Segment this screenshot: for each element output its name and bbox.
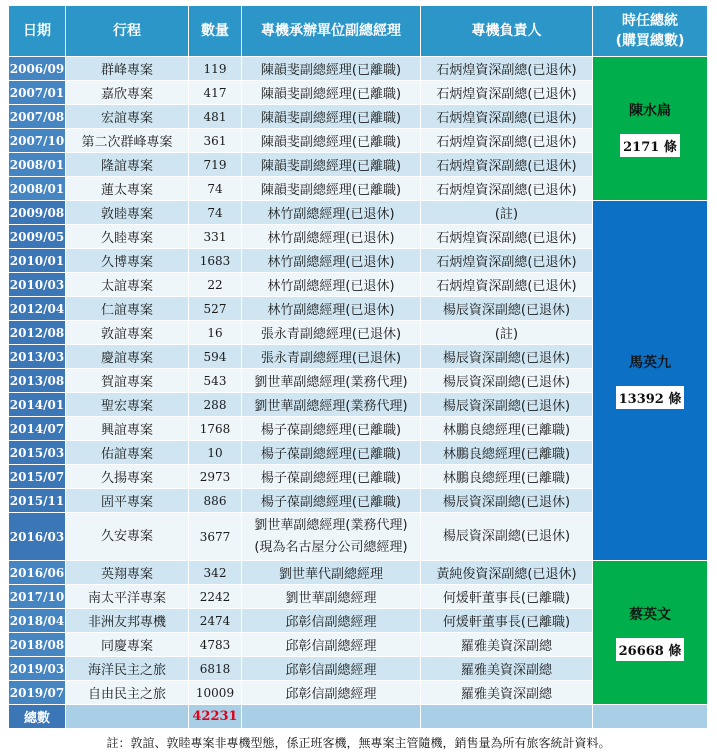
table-row bbox=[9, 561, 708, 585]
row-trip: 久博專案 bbox=[66, 249, 189, 273]
row-qty: 2973 bbox=[189, 465, 242, 489]
president-box bbox=[620, 100, 680, 157]
row-date: 2007/01 bbox=[9, 81, 66, 105]
total-empty bbox=[421, 705, 593, 729]
president-name: 陳水扁 bbox=[629, 103, 671, 119]
president-count: 13392 條 bbox=[616, 386, 685, 409]
row-date: 2014/07 bbox=[9, 417, 66, 441]
row-manager: 楊子葆副總經理(已離職) bbox=[242, 489, 421, 513]
row-qty: 288 bbox=[189, 393, 242, 417]
row-owner: 林鵬良總經理(已離職) bbox=[421, 465, 593, 489]
row-qty: 331 bbox=[189, 225, 242, 249]
president-name: 蔡英文 bbox=[628, 607, 671, 623]
row-date: 2009/05 bbox=[9, 225, 66, 249]
president-box bbox=[616, 604, 685, 661]
row-date: 2012/08 bbox=[9, 321, 66, 345]
total-qty: 42231 bbox=[192, 709, 238, 724]
row-owner: 石炳煌資深副總(已退休) bbox=[421, 249, 593, 273]
row-trip: 海洋民主之旅 bbox=[66, 657, 189, 681]
row-owner: 石炳煌資深副總(已退休) bbox=[421, 153, 593, 177]
row-date: 2016/06 bbox=[9, 561, 66, 585]
row-date: 2013/03 bbox=[9, 345, 66, 369]
row-trip: 嘉欣專案 bbox=[66, 81, 189, 105]
row-trip: 同慶專案 bbox=[66, 633, 189, 657]
row-manager: 陳韻斐副總經理(已離職) bbox=[242, 57, 421, 81]
row-qty: 481 bbox=[189, 105, 242, 129]
row-qty: 10009 bbox=[189, 681, 242, 705]
total-qty-cell bbox=[189, 705, 242, 729]
header-date: 日期 bbox=[9, 6, 66, 57]
row-owner: (註) bbox=[421, 201, 593, 225]
header-manager: 專機承辦單位副總經理 bbox=[242, 6, 421, 57]
row-qty: 22 bbox=[189, 273, 242, 297]
total-empty bbox=[66, 705, 189, 729]
row-owner: 石炳煌資深副總(已退休) bbox=[421, 105, 593, 129]
table-row bbox=[9, 201, 708, 225]
row-manager: 陳韻斐副總經理(已離職) bbox=[242, 105, 421, 129]
row-qty: 342 bbox=[189, 561, 242, 585]
president-cell bbox=[593, 561, 708, 705]
row-owner: 羅雅美資深副總 bbox=[421, 657, 593, 681]
header-row bbox=[9, 6, 708, 57]
row-qty: 16 bbox=[189, 321, 242, 345]
row-trip: 蓮太專案 bbox=[66, 177, 189, 201]
row-trip: 敦誼專案 bbox=[66, 321, 189, 345]
row-manager: 林竹副總經理(已退休) bbox=[242, 297, 421, 321]
row-owner: 石炳煌資深副總(已退休) bbox=[421, 129, 593, 153]
row-date: 2019/03 bbox=[9, 657, 66, 681]
row-qty: 119 bbox=[189, 57, 242, 81]
row-manager: 陳韻斐副總經理(已離職) bbox=[242, 81, 421, 105]
row-qty: 10 bbox=[189, 441, 242, 465]
row-manager: 劉世華副總經理(業務代理) bbox=[242, 369, 421, 393]
footnote: 註：敦誼、敦睦專案非專機型態，係正班客機，無專案主管隨機，銷售量為所有旅客統計資料。 bbox=[106, 736, 611, 750]
header-qty: 數量 bbox=[189, 6, 242, 57]
row-owner: 羅雅美資深副總 bbox=[421, 681, 593, 705]
row-trip: 敦睦專案 bbox=[66, 201, 189, 225]
president-box bbox=[616, 352, 685, 409]
row-qty: 886 bbox=[189, 489, 242, 513]
row-trip: 興誼專案 bbox=[66, 417, 189, 441]
row-date: 2015/07 bbox=[9, 465, 66, 489]
row-date: 2010/03 bbox=[9, 273, 66, 297]
row-qty: 527 bbox=[189, 297, 242, 321]
row-trip: 聖宏專案 bbox=[66, 393, 189, 417]
row-date: 2008/01 bbox=[9, 153, 66, 177]
row-qty: 2474 bbox=[189, 609, 242, 633]
row-trip: 第二次群峰專案 bbox=[66, 129, 189, 153]
row-trip: 自由民主之旅 bbox=[66, 681, 189, 705]
row-owner: 楊辰資深副總(已退休) bbox=[421, 345, 593, 369]
row-owner: 楊辰資深副總(已退休) bbox=[421, 489, 593, 513]
row-manager: 陳韻斐副總經理(已離職) bbox=[242, 177, 421, 201]
row-qty: 361 bbox=[189, 129, 242, 153]
row-owner: 楊辰資深副總(已退休) bbox=[421, 393, 593, 417]
row-owner: 羅雅美資深副總 bbox=[421, 633, 593, 657]
row-trip: 隆誼專案 bbox=[66, 153, 189, 177]
row-date: 2018/04 bbox=[9, 609, 66, 633]
row-qty: 719 bbox=[189, 153, 242, 177]
row-trip: 久安專案 bbox=[66, 513, 189, 561]
header-president bbox=[593, 6, 708, 57]
row-trip: 固平專案 bbox=[66, 489, 189, 513]
row-qty: 4783 bbox=[189, 633, 242, 657]
row-owner: 何煖軒董事長(已離職) bbox=[421, 609, 593, 633]
row-manager: 陳韻斐副總經理(已離職) bbox=[242, 129, 421, 153]
row-manager: 張永青副總經理(已退休) bbox=[242, 345, 421, 369]
header-president-sub: (購買總數) bbox=[615, 33, 685, 49]
president-count: 26668 條 bbox=[616, 638, 685, 661]
row-owner: 楊辰資深副總(已退休) bbox=[421, 513, 593, 561]
row-manager: 林竹副總經理(已退休) bbox=[242, 201, 421, 225]
row-manager: 劉世華副總經理 bbox=[242, 585, 421, 609]
row-date: 2015/03 bbox=[9, 441, 66, 465]
row-manager-line1: 劉世華副總經理(業務代理) bbox=[254, 517, 408, 533]
row-date: 2013/08 bbox=[9, 369, 66, 393]
row-qty: 6818 bbox=[189, 657, 242, 681]
row-manager: 邱彰信副總經理 bbox=[242, 609, 421, 633]
row-trip: 太誼專案 bbox=[66, 273, 189, 297]
row-qty: 417 bbox=[189, 81, 242, 105]
row-owner: 石炳煌資深副總(已退休) bbox=[421, 225, 593, 249]
row-manager: 林竹副總經理(已退休) bbox=[242, 225, 421, 249]
row-manager: 林竹副總經理(已退休) bbox=[242, 273, 421, 297]
president-name: 馬英九 bbox=[628, 355, 671, 371]
row-owner: 石炳煌資深副總(已退休) bbox=[421, 57, 593, 81]
header-trip: 行程 bbox=[66, 6, 189, 57]
row-owner: (註) bbox=[421, 321, 593, 345]
row-date: 2016/03 bbox=[9, 513, 66, 561]
total-label: 總數 bbox=[9, 705, 66, 729]
row-trip: 英翔專案 bbox=[66, 561, 189, 585]
row-trip: 久睦專案 bbox=[66, 225, 189, 249]
row-date: 2015/11 bbox=[9, 489, 66, 513]
header-owner: 專機負責人 bbox=[421, 6, 593, 57]
president-cell bbox=[593, 201, 708, 561]
row-qty: 1683 bbox=[189, 249, 242, 273]
row-manager: 林竹副總經理(已退休) bbox=[242, 249, 421, 273]
row-trip: 宏誼專案 bbox=[66, 105, 189, 129]
total-empty bbox=[593, 705, 708, 729]
row-trip: 賀誼專案 bbox=[66, 369, 189, 393]
row-manager bbox=[242, 513, 421, 561]
row-manager: 劉世華代副總經理 bbox=[242, 561, 421, 585]
row-manager: 邱彰信副總經理 bbox=[242, 633, 421, 657]
row-date: 2006/09 bbox=[9, 57, 66, 81]
row-manager: 楊子葆副總經理(已離職) bbox=[242, 417, 421, 441]
row-owner: 楊辰資深副總(已退休) bbox=[421, 297, 593, 321]
total-row bbox=[9, 705, 708, 729]
row-trip: 慶誼專案 bbox=[66, 345, 189, 369]
row-date: 2018/08 bbox=[9, 633, 66, 657]
row-date: 2008/01 bbox=[9, 177, 66, 201]
row-qty: 74 bbox=[189, 201, 242, 225]
header-president-title: 時任總統 bbox=[622, 13, 678, 29]
total-empty bbox=[242, 705, 421, 729]
president-count: 2171 條 bbox=[620, 134, 680, 157]
row-date: 2010/01 bbox=[9, 249, 66, 273]
row-manager-line2: (現為名古屋分公司總經理) bbox=[254, 539, 408, 555]
row-owner: 林鵬良總經理(已離職) bbox=[421, 441, 593, 465]
table-row bbox=[9, 57, 708, 81]
row-owner: 楊辰資深副總(已退休) bbox=[421, 369, 593, 393]
row-owner: 石炳煌資深副總(已退休) bbox=[421, 81, 593, 105]
row-qty: 74 bbox=[189, 177, 242, 201]
row-manager: 楊子葆副總經理(已離職) bbox=[242, 441, 421, 465]
row-manager: 邱彰信副總經理 bbox=[242, 681, 421, 705]
row-date: 2009/08 bbox=[9, 201, 66, 225]
row-manager: 張永青副總經理(已退休) bbox=[242, 321, 421, 345]
purchase-table bbox=[8, 5, 708, 729]
row-date: 2007/10 bbox=[9, 129, 66, 153]
row-trip: 群峰專案 bbox=[66, 57, 189, 81]
row-owner: 石炳煌資深副總(已退休) bbox=[421, 273, 593, 297]
row-qty: 2242 bbox=[189, 585, 242, 609]
row-manager: 楊子葆副總經理(已離職) bbox=[242, 465, 421, 489]
row-date: 2007/08 bbox=[9, 105, 66, 129]
row-date: 2014/01 bbox=[9, 393, 66, 417]
row-manager: 劉世華副總經理(業務代理) bbox=[242, 393, 421, 417]
president-cell bbox=[593, 57, 708, 201]
row-qty: 543 bbox=[189, 369, 242, 393]
row-owner: 何煖軒董事長(已離職) bbox=[421, 585, 593, 609]
row-trip: 仁誼專案 bbox=[66, 297, 189, 321]
row-trip: 佑誼專案 bbox=[66, 441, 189, 465]
row-owner: 石炳煌資深副總(已退休) bbox=[421, 177, 593, 201]
row-date: 2012/04 bbox=[9, 297, 66, 321]
row-trip: 非洲友邦專機 bbox=[66, 609, 189, 633]
row-manager: 邱彰信副總經理 bbox=[242, 657, 421, 681]
row-trip: 久揚專案 bbox=[66, 465, 189, 489]
table-body bbox=[9, 57, 708, 729]
row-manager: 陳韻斐副總經理(已離職) bbox=[242, 153, 421, 177]
row-owner: 林鵬良總經理(已離職) bbox=[421, 417, 593, 441]
row-date: 2019/07 bbox=[9, 681, 66, 705]
row-trip: 南太平洋專案 bbox=[66, 585, 189, 609]
row-qty: 3677 bbox=[189, 513, 242, 561]
row-date: 2017/10 bbox=[9, 585, 66, 609]
row-qty: 594 bbox=[189, 345, 242, 369]
row-owner: 黃純俊資深副總(已退休) bbox=[421, 561, 593, 585]
row-qty: 1768 bbox=[189, 417, 242, 441]
